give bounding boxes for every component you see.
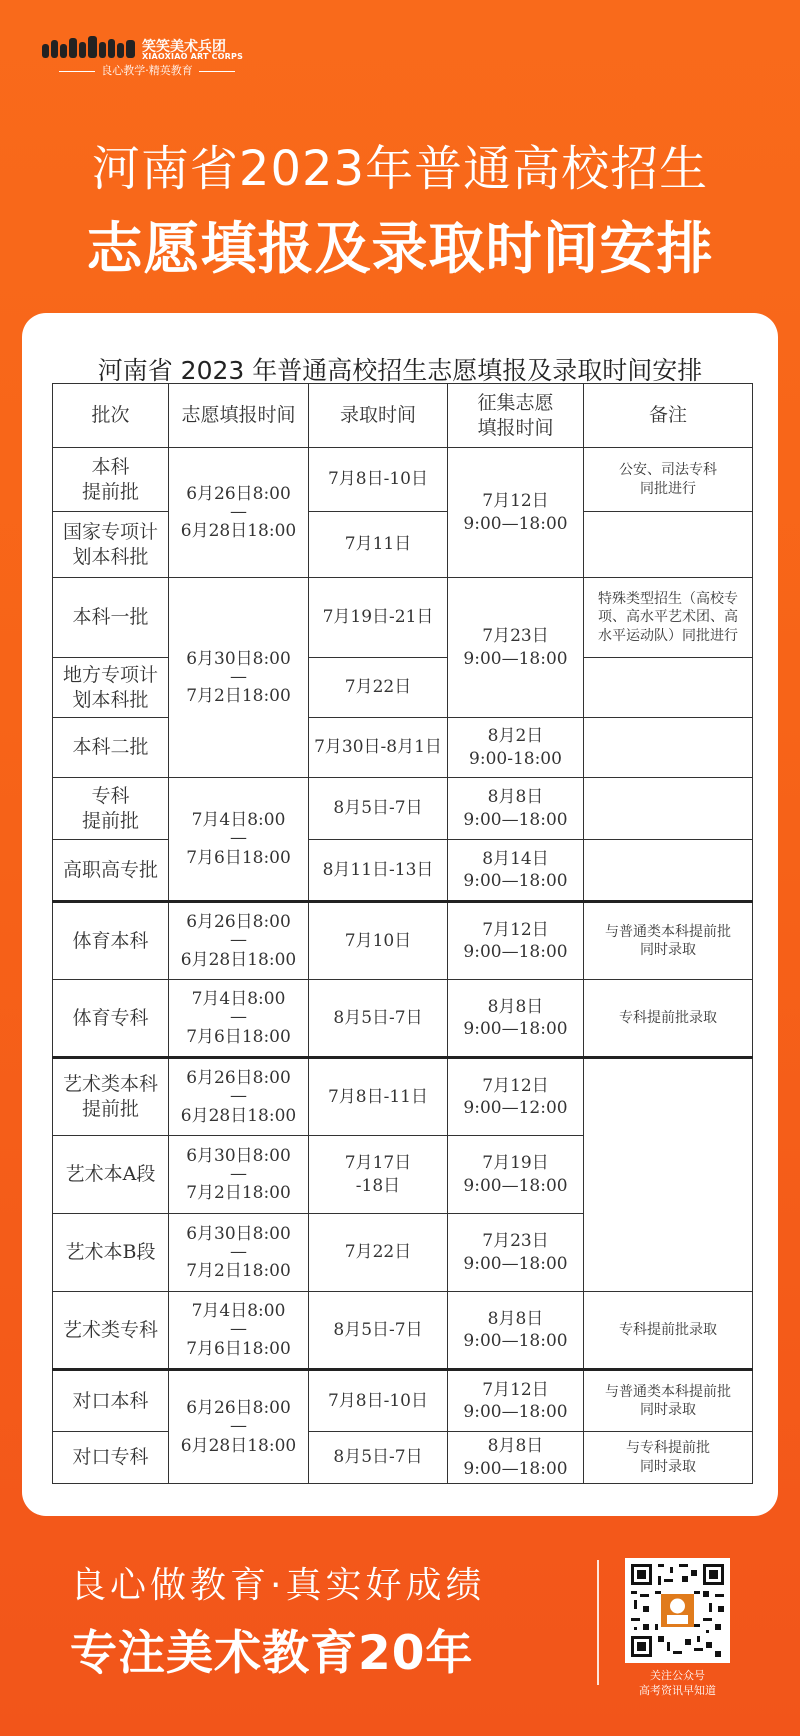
cell-batch: 专科 提前批 [53, 778, 169, 840]
footer-headline: 专注美术教育20年 [70, 1626, 474, 1681]
cell-admit-time: 8月5日-7日 [309, 1432, 448, 1484]
cell-note [584, 840, 753, 902]
cell-batch: 对口专科 [53, 1432, 169, 1484]
table-row [53, 1058, 753, 1136]
qr-code-pattern [628, 1561, 727, 1660]
cell-solicit-time: 8月14日 9:00—18:00 [448, 840, 584, 902]
col-header-admit-time: 录取时间 [309, 384, 448, 448]
cell-note: 公安、司法专科 同批进行 [584, 448, 753, 512]
brand-name: 笑笑美术兵团 [142, 39, 226, 55]
cell-admit-time: 7月22日 [309, 658, 448, 718]
cell-note [584, 658, 753, 718]
cell-batch: 本科一批 [53, 578, 169, 658]
cell-note [584, 1058, 753, 1292]
cell-solicit-time: 7月23日 9:00—18:00 [448, 1214, 584, 1292]
cell-batch: 艺术类专科 [53, 1292, 169, 1370]
cell-fill-time: 6月26日8:00 — 6月28日18:00 [169, 1370, 309, 1484]
cell-solicit-time: 7月12日 9:00—12:00 [448, 1058, 584, 1136]
cell-note: 与专科提前批 同时录取 [584, 1432, 753, 1484]
qr-label-follow: 关注公众号 [650, 1669, 705, 1682]
schedule-table [52, 383, 753, 1484]
cell-note [584, 718, 753, 778]
table-header-row [53, 384, 753, 448]
cell-admit-time: 7月30日-8月1日 [309, 718, 448, 778]
cell-batch: 本科 提前批 [53, 448, 169, 512]
cell-fill-time: 7月4日8:00 — 7月6日18:00 [169, 778, 309, 902]
cell-admit-time: 7月8日-10日 [309, 448, 448, 512]
cell-admit-time: 7月8日-11日 [309, 1058, 448, 1136]
cell-batch: 体育专科 [53, 980, 169, 1058]
cell-note: 与普通类本科提前批 同时录取 [584, 1370, 753, 1432]
cell-admit-time: 7月17日 -18日 [309, 1136, 448, 1214]
table-row [53, 840, 753, 902]
cell-note: 与普通类本科提前批 同时录取 [584, 902, 753, 980]
footer-slogan: 良心做教育·真实好成绩 [70, 1565, 486, 1606]
cell-solicit-time: 8月8日 9:00—18:00 [448, 778, 584, 840]
table-row [53, 1292, 753, 1370]
cell-fill-time: 6月26日8:00 — 6月28日18:00 [169, 448, 309, 578]
table-row [53, 718, 753, 778]
cell-solicit-time: 7月12日 9:00—18:00 [448, 902, 584, 980]
table-row [53, 658, 753, 718]
brand-name-en: XIAOXIAO ART CORPS [142, 52, 244, 61]
table-row [53, 902, 753, 980]
cell-fill-time: 6月26日8:00 — 6月28日18:00 [169, 902, 309, 980]
qr-label-news: 高考资讯早知道 [639, 1684, 716, 1697]
cell-note: 专科提前批录取 [584, 980, 753, 1058]
cell-batch: 本科二批 [53, 718, 169, 778]
cell-batch: 体育本科 [53, 902, 169, 980]
cell-admit-time: 7月22日 [309, 1214, 448, 1292]
table-row [53, 512, 753, 578]
cell-solicit-time: 7月12日 9:00—18:00 [448, 1370, 584, 1432]
cell-fill-time: 7月4日8:00 — 7月6日18:00 [169, 1292, 309, 1370]
page-title-line2: 志愿填报及录取时间安排 [86, 217, 714, 282]
col-header-note: 备注 [584, 384, 753, 448]
cell-note: 专科提前批录取 [584, 1292, 753, 1370]
cell-batch: 高职高专批 [53, 840, 169, 902]
cell-batch: 艺术本A段 [53, 1136, 169, 1214]
cell-note [584, 778, 753, 840]
brand-figures-icon [42, 34, 137, 60]
table-title: 河南省 2023 年普通高校招生志愿填报及录取时间安排 [97, 356, 703, 385]
cell-admit-time: 7月19日-21日 [309, 578, 448, 658]
col-header-fill-time: 志愿填报时间 [169, 384, 309, 448]
cell-solicit-time: 7月19日 9:00—18:00 [448, 1136, 584, 1214]
table-row [53, 448, 753, 512]
schedule-card [22, 313, 778, 1516]
cell-solicit-time: 8月8日 9:00—18:00 [448, 1432, 584, 1484]
cell-admit-time: 8月5日-7日 [309, 778, 448, 840]
table-row [53, 980, 753, 1058]
cell-batch: 国家专项计 划本科批 [53, 512, 169, 578]
page-title-line1: 河南省2023年普通高校招生 [91, 141, 709, 197]
cell-admit-time: 8月5日-7日 [309, 1292, 448, 1370]
brand-slogan: 良心教学·精英教育 [42, 62, 252, 78]
cell-note: 特殊类型招生（高校专 项、高水平艺术团、高 水平运动队）同批进行 [584, 578, 753, 658]
cell-solicit-time: 7月23日 9:00—18:00 [448, 578, 584, 718]
cell-batch: 对口本科 [53, 1370, 169, 1432]
footer-divider [597, 1560, 599, 1685]
cell-fill-time: 6月30日8:00 — 7月2日18:00 [169, 578, 309, 778]
cell-admit-time: 7月8日-10日 [309, 1370, 448, 1432]
cell-fill-time: 7月4日8:00 — 7月6日18:00 [169, 980, 309, 1058]
table-row [53, 1370, 753, 1432]
cell-solicit-time: 7月12日 9:00—18:00 [448, 448, 584, 578]
cell-solicit-time: 8月2日 9:00-18:00 [448, 718, 584, 778]
col-header-solicit-time: 征集志愿 填报时间 [448, 384, 584, 448]
cell-solicit-time: 8月8日 9:00—18:00 [448, 1292, 584, 1370]
table-row [53, 778, 753, 840]
cell-note [584, 512, 753, 578]
table-row [53, 1432, 753, 1484]
col-header-batch: 批次 [53, 384, 169, 448]
cell-batch: 艺术类本科 提前批 [53, 1058, 169, 1136]
cell-fill-time: 6月30日8:00 — 7月2日18:00 [169, 1214, 309, 1292]
cell-batch: 艺术本B段 [53, 1214, 169, 1292]
cell-fill-time: 6月30日8:00 — 7月2日18:00 [169, 1136, 309, 1214]
cell-solicit-time: 8月8日 9:00—18:00 [448, 980, 584, 1058]
cell-batch: 地方专项计 划本科批 [53, 658, 169, 718]
cell-admit-time: 7月11日 [309, 512, 448, 578]
cell-fill-time: 6月26日8:00 — 6月28日18:00 [169, 1058, 309, 1136]
qr-code-icon[interactable] [625, 1558, 730, 1663]
cell-admit-time: 7月10日 [309, 902, 448, 980]
cell-admit-time: 8月5日-7日 [309, 980, 448, 1058]
cell-admit-time: 8月11日-13日 [309, 840, 448, 902]
table-row [53, 578, 753, 658]
